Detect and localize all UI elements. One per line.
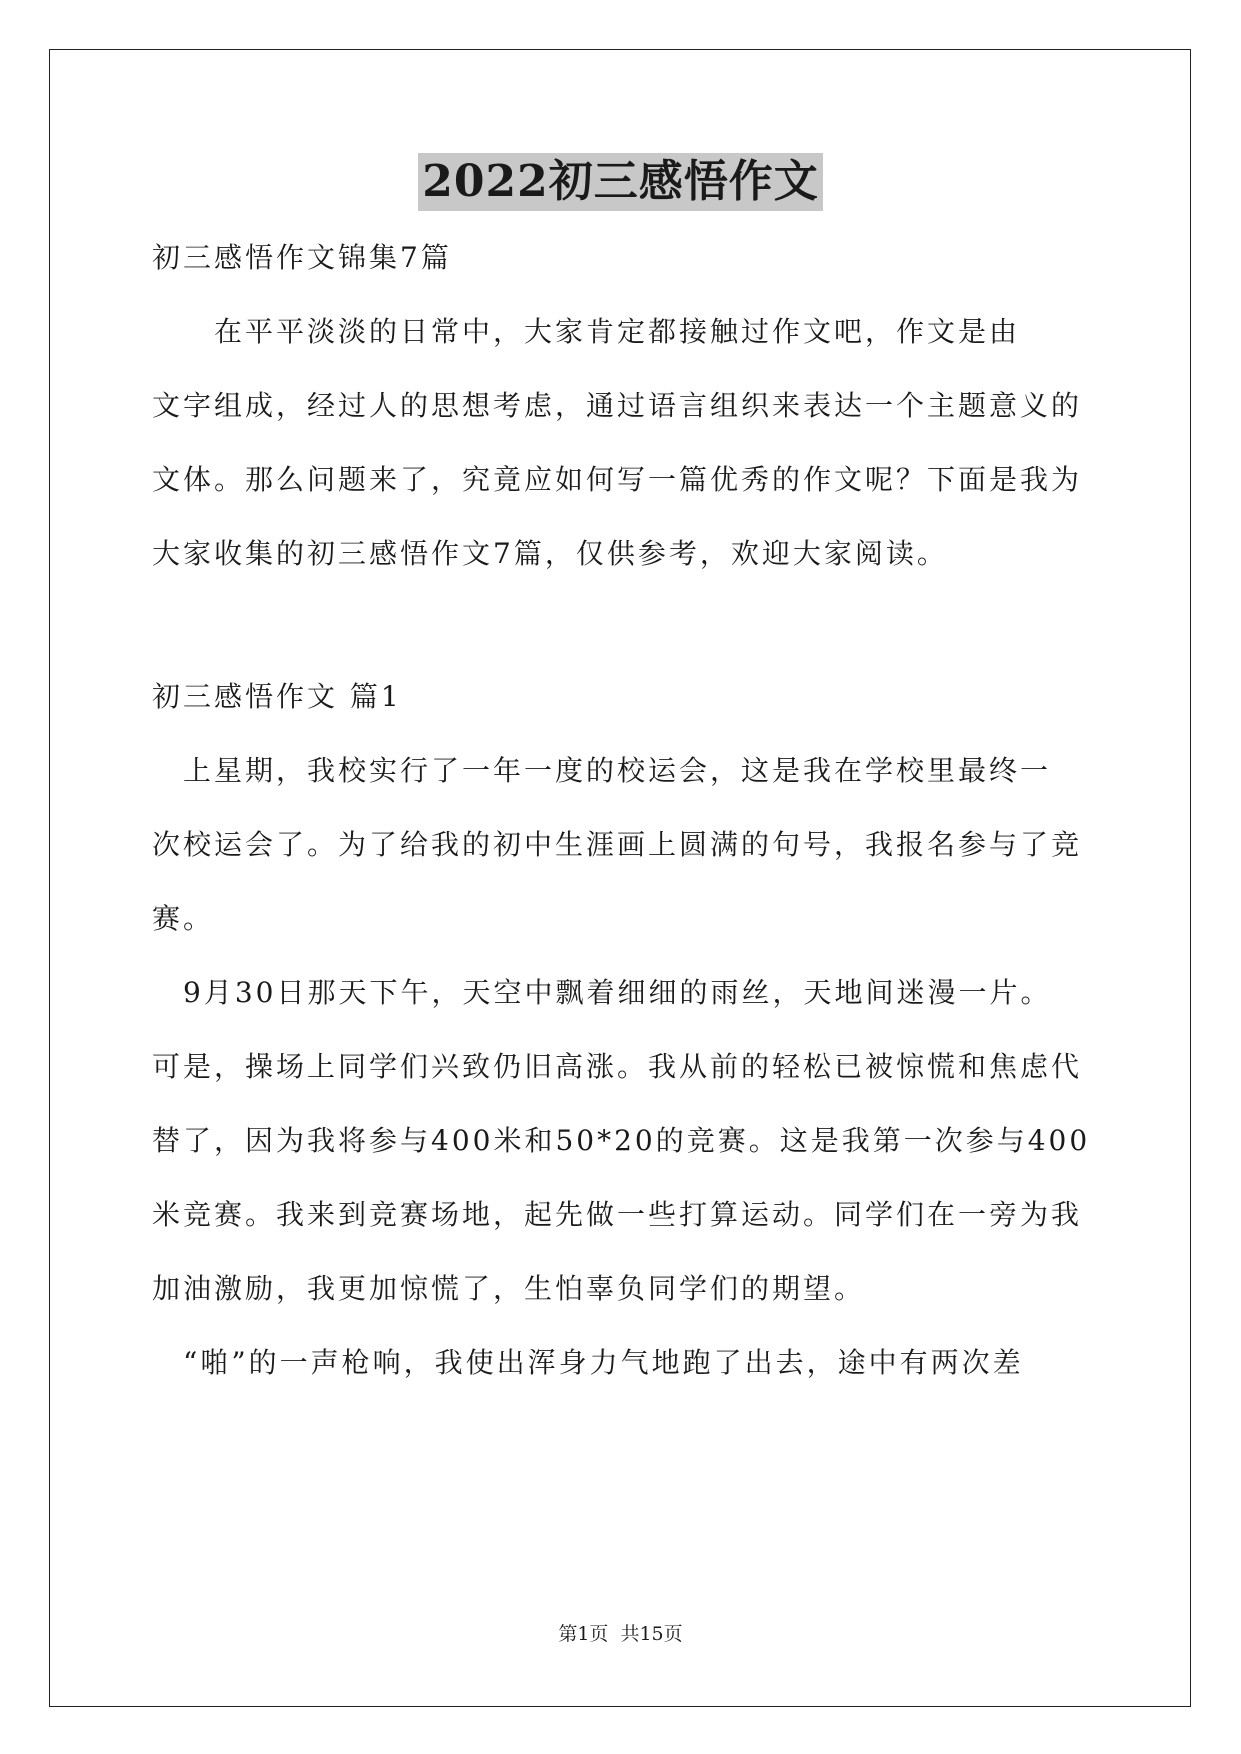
body-line-8: 加油激励，我更加惊慌了，生怕辜负同学们的期望。 [152, 1272, 866, 1305]
body-line-2: 次校运会了。为了给我的初中生涯画上圆满的句号，我报名参与了竞 [152, 828, 1083, 861]
document-title: 2022初三感悟作文 [418, 153, 822, 211]
document-subtitle: 初三感悟作文锦集7篇 [152, 241, 452, 274]
page-border [49, 49, 1191, 1707]
section-heading: 初三感悟作文 篇1 [152, 680, 402, 713]
title-container [0, 153, 1241, 211]
intro-line-3: 文体。那么问题来了，究竟应如何写一篇优秀的作文呢？下面是我为 [152, 463, 1083, 496]
body-line-4: 9月30日那天下午，天空中飘着细细的雨丝，天地间迷漫一片。 [152, 976, 1052, 1009]
page-footer [0, 1622, 1241, 1646]
intro-line-4: 大家收集的初三感悟作文7篇，仅供参考，欢迎大家阅读。 [152, 537, 948, 570]
body-line-7: 米竞赛。我来到竞赛场地，起先做一些打算运动。同学们在一旁为我 [152, 1198, 1083, 1231]
body-line-6: 替了，因为我将参与400米和50*20的竞赛。这是我第一次参与400 [152, 1124, 1091, 1157]
body-line-5: 可是，操场上同学们兴致仍旧高涨。我从前的轻松已被惊慌和焦虑代 [152, 1050, 1083, 1083]
body-line-1: 上星期，我校实行了一年一度的校运会，这是我在学校里最终一 [152, 754, 1052, 787]
intro-line-2: 文字组成，经过人的思想考虑，通过语言组织来表达一个主题意义的 [152, 389, 1083, 422]
intro-line-1: 在平平淡淡的日常中，大家肯定都接触过作文吧，作文是由 [152, 315, 1021, 348]
body-line-9: “啪”的一声枪响，我使出浑身力气地跑了出去，途中有两次差 [152, 1346, 1024, 1379]
page-number-total: 共15页 [620, 1623, 683, 1645]
body-line-3: 赛。 [152, 902, 215, 935]
page-number-current: 第1页 [558, 1623, 609, 1645]
